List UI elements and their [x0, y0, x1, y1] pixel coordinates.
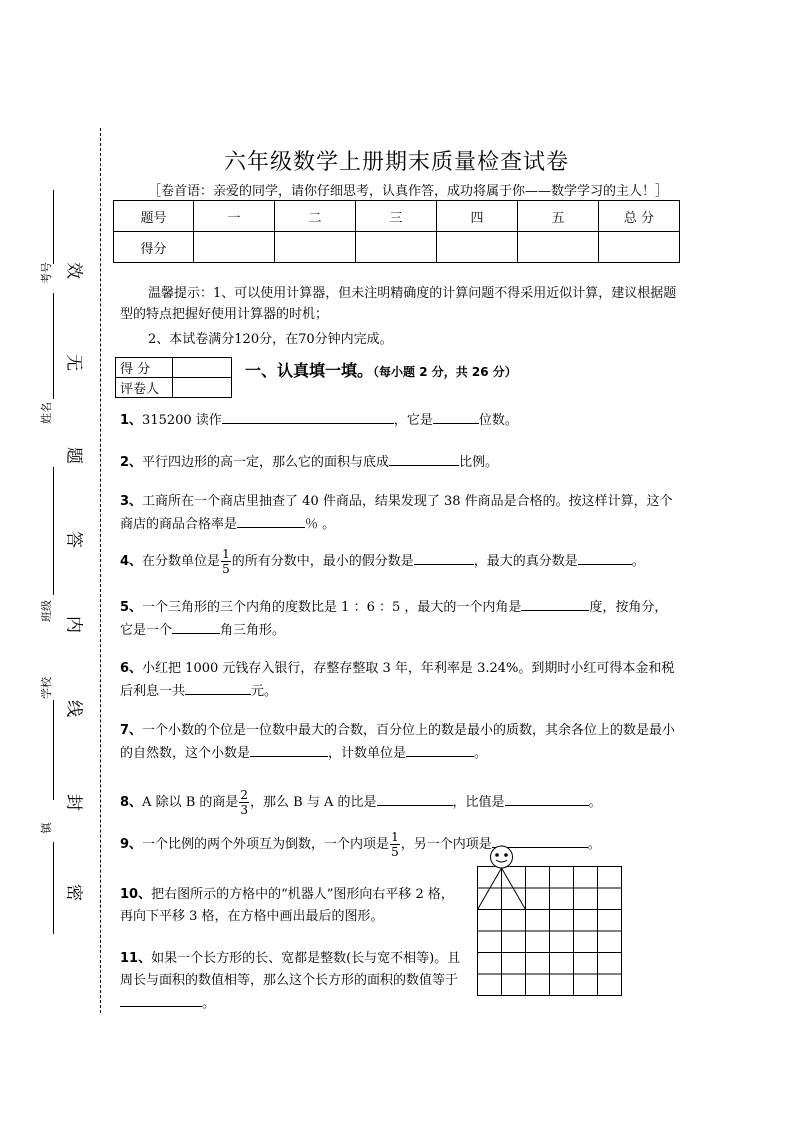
score-header-cell: 五	[518, 201, 599, 232]
q-text: 位数。	[478, 413, 518, 428]
tip-line-2: 2、本试卷满分120分，在70分钟内完成。	[148, 332, 393, 347]
answer-blank[interactable]	[433, 409, 479, 424]
score-input-cell[interactable]	[356, 232, 437, 263]
answer-blank[interactable]	[505, 791, 589, 806]
q-text: 。	[202, 996, 216, 1011]
question-11	[120, 948, 465, 1015]
answer-blank[interactable]	[406, 742, 474, 757]
tip-line-1: 温馨提示：1、可以使用计算器，但未注明精确度的计算问题不得采用近似计算，建议根据题型的特点把握好使用计算器的时机；	[120, 286, 677, 322]
q-text: 比例。	[459, 455, 499, 470]
question-6	[120, 658, 680, 703]
q-text: 度，按角分，它是一个	[120, 600, 668, 638]
q-text: 如果一个长方形的长、宽都是整数(长与宽不相等)。且周长与面积的数值相等，那么这个长方形的面积的数值等于	[120, 951, 461, 988]
q-number: 1、	[120, 413, 143, 428]
grader-reviewer-cell[interactable]	[173, 378, 232, 398]
fraction-denominator: 5	[391, 845, 399, 859]
q-text: 。	[631, 554, 645, 569]
score-table	[113, 200, 680, 263]
score-row-label: 得分	[114, 232, 194, 263]
answer-blank[interactable]	[250, 742, 328, 757]
score-input-cell[interactable]	[275, 232, 356, 263]
q-text: 平行四边形的高一定，那么它的面积与底成	[142, 455, 390, 470]
margin-char-8: 密	[63, 884, 84, 901]
margin-label-school: 学校	[40, 677, 53, 699]
question-1	[120, 409, 680, 432]
q-number: 8、	[120, 795, 143, 810]
q-text: ，另一个内项是	[400, 837, 492, 852]
q-number: 3、	[120, 494, 143, 509]
score-input-cell[interactable]	[518, 232, 599, 263]
score-table-header-row	[114, 201, 680, 232]
margin-label-town: 镇	[40, 822, 53, 834]
q-text: ，它是	[393, 413, 433, 428]
fraction-denominator: 3	[240, 803, 249, 817]
score-header-cell: 一	[194, 201, 275, 232]
q-text: 在分数单位是	[142, 554, 221, 569]
question-2	[120, 451, 680, 474]
answer-blank[interactable]	[120, 992, 202, 1007]
score-header-cell: 二	[275, 201, 356, 232]
page-title: 六年级数学上册期末质量检查试卷	[223, 150, 569, 175]
binding-dashed-line	[100, 128, 101, 1013]
q-number: 5、	[120, 600, 143, 615]
fraction-numerator: 1	[391, 830, 399, 844]
score-input-cell[interactable]	[437, 232, 518, 263]
margin-label-exam-number: 考号	[40, 262, 53, 284]
q-text: 小红把 1000 元钱存入银行，存整存整取 3 年，年利率是 3.24%。到期时小红可得本金和税后利息一共	[120, 661, 675, 699]
grader-score-cell[interactable]	[173, 358, 232, 378]
q-number: 6、	[120, 661, 143, 676]
q-text: 元。	[251, 684, 278, 699]
tips-block	[120, 283, 680, 350]
fraction-numerator: 2	[240, 788, 249, 802]
q-number: 4、	[120, 554, 143, 569]
score-table-score-row	[114, 232, 680, 263]
q-text: A 除以 B 的商是	[142, 795, 239, 810]
answer-blank[interactable]	[414, 550, 474, 565]
q-text: 。	[588, 795, 602, 810]
margin-fill-line-1	[53, 190, 54, 264]
answer-blank[interactable]	[521, 596, 589, 611]
section-1-title: 一、认真填一填。	[245, 361, 374, 380]
question-10	[120, 884, 460, 928]
q-number: 2、	[120, 455, 143, 470]
fraction-numerator: 1	[222, 547, 230, 561]
fraction	[239, 788, 249, 817]
q-text: ，计数单位是	[328, 746, 407, 761]
fraction	[221, 547, 231, 576]
robot-grid-figure	[470, 842, 630, 1000]
margin-char-6: 线	[63, 700, 84, 717]
margin-char-5: 内	[63, 616, 84, 633]
margin-char-3: 题	[63, 447, 84, 464]
q-text: 一个小数的个位是一位数中最大的合数，百分位上的数是最小的质数，其余各位上的数是最小的自然数，这个小数是	[120, 723, 676, 761]
score-header-cell: 总 分	[599, 201, 680, 232]
margin-fill-line-3	[53, 467, 54, 595]
score-header-cell: 四	[437, 201, 518, 232]
answer-blank[interactable]	[237, 513, 305, 528]
q-text: ，最大的真分数是	[473, 554, 578, 569]
answer-blank[interactable]	[172, 619, 220, 634]
margin-fill-line-4	[53, 700, 54, 800]
margin-label-name: 姓名	[40, 402, 53, 424]
score-header-cell: 三	[356, 201, 437, 232]
question-7	[120, 720, 680, 765]
answer-blank[interactable]	[185, 680, 251, 695]
q-text: 315200 读作	[142, 413, 222, 428]
margin-fill-line-2	[53, 293, 54, 399]
fraction-denominator: 5	[222, 562, 230, 576]
margin-char-7: 封	[63, 794, 84, 811]
q-text: ，比值是	[452, 795, 505, 810]
score-input-cell[interactable]	[599, 232, 680, 263]
answer-blank[interactable]	[222, 409, 394, 424]
q-number: 9、	[120, 837, 143, 852]
q-text: 角三角形。	[220, 623, 286, 638]
q-text: 的所有分数中，最小的假分数是	[231, 554, 414, 569]
answer-blank[interactable]	[377, 791, 453, 806]
question-8	[120, 788, 680, 817]
question-5	[120, 596, 680, 642]
fraction	[390, 830, 400, 859]
q-text: 工商所在一个商店里抽查了 40 件商品，结果发现了 38 件商品是合格的。按这样计算，这个商店的商品合格率是	[120, 494, 673, 532]
margin-fill-line-5	[53, 842, 54, 934]
preface-note: ［卷首语：亲爱的同学，请你仔细思考，认真作答，成功将属于你——数学学习的主人！］	[148, 184, 669, 199]
q-text: ，那么 B 与 A 的比是	[250, 795, 377, 810]
score-header-cell: 题号	[114, 201, 194, 232]
q-text: ％ 。	[305, 517, 336, 532]
q-text: 一个三角形的三个内角的度数比是 1 ：6 ：5 ，最大的一个内角是	[142, 600, 522, 615]
answer-blank[interactable]	[578, 550, 632, 565]
q-number: 11、	[120, 951, 152, 966]
answer-blank[interactable]	[389, 451, 459, 466]
question-4	[120, 547, 680, 576]
section-1-note: （每小题 2 分，共 26 分）	[373, 365, 517, 379]
grader-box	[115, 357, 232, 398]
q-number: 7、	[120, 723, 143, 738]
q-text: 把右图所示的方格中的“机器人”图形向右平移 2 格，再向下平移 3 格，在方格中画出最后的图形。	[120, 887, 454, 924]
margin-char-2: 无	[63, 354, 84, 371]
question-3	[120, 491, 680, 536]
q-text: 。	[474, 746, 488, 761]
grader-reviewer-label: 评卷人	[116, 378, 173, 398]
margin-char-4: 答	[63, 531, 84, 548]
q-text: 一个比例的两个外项互为倒数，一个内项是	[142, 837, 390, 852]
drawing-grid[interactable]	[478, 867, 622, 996]
q-number: 10、	[120, 887, 152, 902]
margin-char-1: 效	[63, 262, 84, 279]
score-input-cell[interactable]	[194, 232, 275, 263]
section-1-heading	[245, 358, 517, 381]
grader-score-label: 得 分	[116, 358, 173, 378]
margin-label-class: 班级	[40, 600, 53, 622]
q-text: 。	[587, 837, 601, 852]
